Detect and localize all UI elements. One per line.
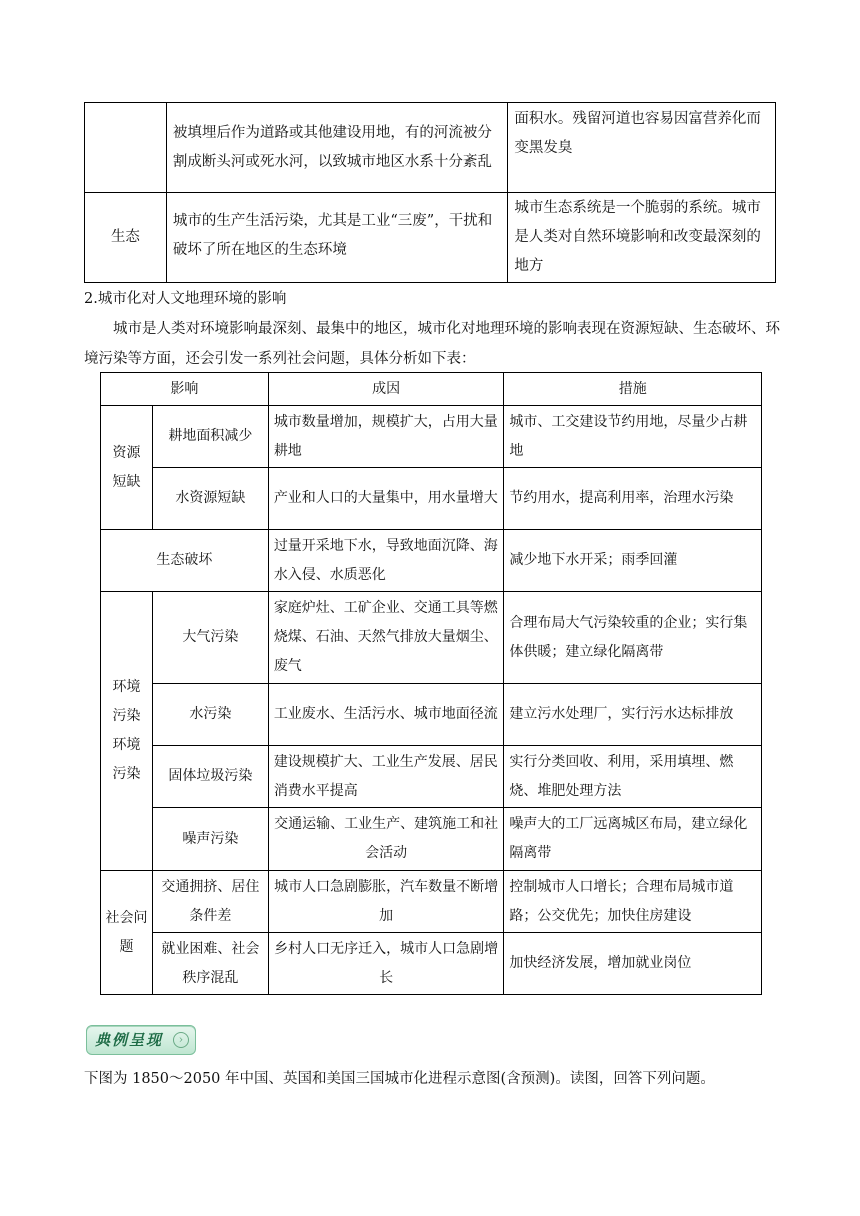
table-row — [101, 871, 762, 933]
cause-cell: 城市人口急剧膨胀，汽车数量不断增加 — [268, 871, 504, 933]
table-row — [101, 592, 762, 684]
sub-impact: 大气污染 — [152, 592, 268, 684]
table-row — [101, 684, 762, 746]
cause-cell: 交通运输、工业生产、建筑施工和社会活动 — [268, 808, 504, 871]
intro-paragraph: 城市是人类对环境影响最深刻、最集中的地区，城市化对地理环境的影响表现在资源短缺、生态破坏、环境污染等方面，还会引发一系列社会问题，具体分析如下表： — [84, 321, 780, 367]
effect-cell: 城市生态系统是一个脆弱的系统。城市是人类对自然环境影响和改变最深刻的地方 — [508, 193, 776, 283]
urbanization-natural-impact-table — [84, 102, 776, 283]
measure-cell: 减少地下水开采；雨季回灌 — [504, 530, 762, 592]
cause-cell: 家庭炉灶、工矿企业、交通工具等燃烧煤、石油、天然气排放大量烟尘、废气 — [268, 592, 504, 684]
cause-cell: 城市数量增加，规模扩大，占用大量耕地 — [268, 406, 504, 468]
table-row — [101, 530, 762, 592]
header-impact: 影响 — [101, 373, 269, 406]
example-badge — [86, 1025, 196, 1055]
measure-cell: 加快经济发展，增加就业岗位 — [504, 933, 762, 995]
cause-cell: 建设规模扩大、工业生产发展、居民消费水平提高 — [268, 746, 504, 808]
measure-cell: 控制城市人口增长；合理布局城市道路；公交优先；加快住房建设 — [504, 871, 762, 933]
table-row — [101, 468, 762, 530]
header-cause: 成因 — [268, 373, 504, 406]
cause-cell: 过量开采地下水，导致地面沉降、海水入侵、水质恶化 — [268, 530, 504, 592]
table-row — [101, 808, 762, 871]
sub-impact: 耕地面积减少 — [152, 406, 268, 468]
cause-cell: 产业和人口的大量集中，用水量增大 — [268, 468, 504, 530]
group-social: 社会问题 — [101, 871, 153, 995]
urbanization-human-impact-table — [100, 372, 762, 995]
cause-cell: 城市的生产生活污染，尤其是工业“三废”，干扰和破坏了所在地区的生态环境 — [166, 193, 507, 283]
chevron-right-icon: › — [173, 1032, 189, 1048]
table-row — [101, 406, 762, 468]
table-row — [85, 193, 776, 283]
sub-impact: 交通拥挤、居住条件差 — [152, 871, 268, 933]
row-label — [85, 103, 167, 193]
table-row — [101, 933, 762, 995]
badge-label: 典例呈现 — [95, 1031, 164, 1049]
table-header-row — [101, 373, 762, 406]
cause-cell: 乡村人口无序迁入，城市人口急剧增长 — [268, 933, 504, 995]
sub-impact: 噪声污染 — [152, 808, 268, 871]
sub-impact: 就业困难、社会秩序混乱 — [152, 933, 268, 995]
measure-cell: 建立污水处理厂，实行污水达标排放 — [504, 684, 762, 746]
cause-cell: 被填埋后作为道路或其他建设用地，有的河流被分割成断头河或死水河，以致城市地区水系十分紊乱 — [166, 103, 507, 193]
measure-cell: 城市、工交建设节约用地，尽量少占耕地 — [504, 406, 762, 468]
group-pollution: 环境污染环境污染 — [101, 592, 153, 871]
table-row — [85, 103, 776, 193]
sub-impact: 水资源短缺 — [152, 468, 268, 530]
effect-cell: 面积水。残留河道也容易因富营养化而变黑发臭 — [508, 103, 776, 193]
row-label: 生态 — [85, 193, 167, 283]
measure-cell: 节约用水，提高利用率，治理水污染 — [504, 468, 762, 530]
table-row — [101, 746, 762, 808]
cause-cell: 工业废水、生活污水、城市地面径流 — [268, 684, 504, 746]
group-resource: 资源短缺 — [101, 406, 153, 530]
sub-impact: 水污染 — [152, 684, 268, 746]
measure-cell: 实行分类回收、利用，采用填埋、燃烧、堆肥处理方法 — [504, 746, 762, 808]
section-heading: 2.城市化对人文地理环境的影响 — [84, 291, 287, 307]
header-measure: 措施 — [504, 373, 762, 406]
group-ecology: 生态破坏 — [101, 530, 269, 592]
sub-impact: 固体垃圾污染 — [152, 746, 268, 808]
measure-cell: 合理布局大气污染较重的企业；实行集体供暖；建立绿化隔离带 — [504, 592, 762, 684]
question-intro: 下图为 1850～2050 年中国、英国和美国三国城市化进程示意图(含预测)。读图，回答下列问题。 — [84, 1071, 715, 1087]
measure-cell: 噪声大的工厂远离城区布局，建立绿化隔离带 — [504, 808, 762, 871]
